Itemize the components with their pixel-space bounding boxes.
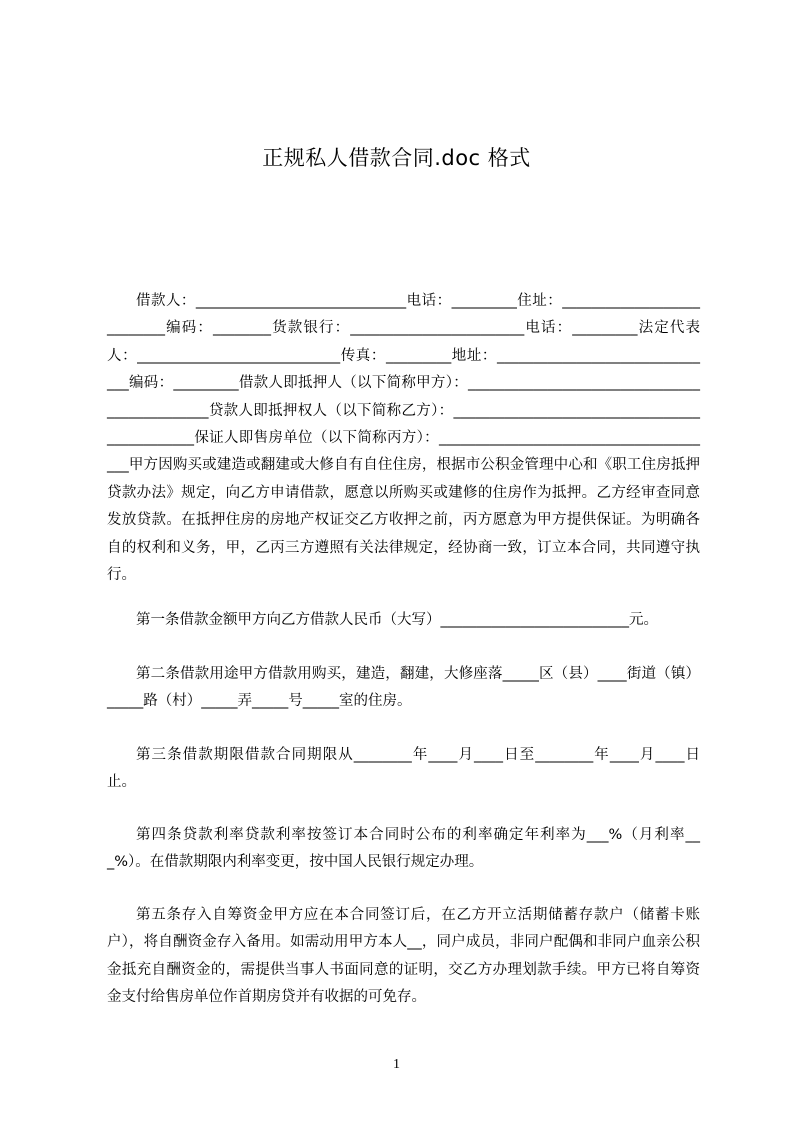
article-1-text: 第一条借款金额甲方向乙方借款人民币（大写）__________________________元。 (136, 612, 658, 628)
article-5-text: 第五条存入自筹资金甲方应在本合同签订后，在乙方开立活期储蓄存款户（储蓄卡账户），将自酬资金存入备用。如需动用甲方本人__，同户成员，非同户配偶和非同户血亲公积金抵充自酬资金的，需提供当事人书面同意的证明，交乙方办理划款手续。甲方已将自筹资金支付给售房单位作首期房贷并有收据的可免存。 (107, 907, 700, 1006)
article-3-text: 第三条借款期限借款合同期限从________年____月____日至________年____月____日止。 (107, 747, 700, 791)
intro-text: 借款人：_____________________________电话：_________住址：___________________________编码：________货款银行：________________________电话：_________法定代表人：____________________________传真：_________地址：_______________________________编码：_________借款人即抵押人（以下简称甲方）：______________________________________________贷款人即抵押权人（以下简称乙方）：______________________________________________保证人即售房单位（以下简称丙方）：_______________________________________甲方因购买或建造或翻建或大修自有自住住房，根据市公积金管理中心和《职工住房抵押贷款办法》规定，向乙方申请借款，愿意以所购买或建修的住房作为抵押。乙方经审查同意发放贷款。在抵押住房的房地产权证交乙方收押之前，丙方愿意为甲方提供保证。为明确各自的权利和义务，甲，乙丙三方遵照有关法律规定，经协商一致，订立本合同，共同遵守执行。 (107, 293, 700, 584)
paragraph-article-5 (107, 902, 700, 1012)
paragraph-article-2 (107, 661, 700, 716)
paragraph-article-3 (107, 742, 700, 797)
paragraph-article-1 (107, 607, 700, 634)
page-number: 1 (393, 1057, 400, 1072)
article-4-text: 第四条贷款利率贷款利率按签订本合同时公布的利率确定年利率为___%（月利率___%）。在借款期限内利率变更，按中国人民银行规定办理。 (107, 827, 700, 871)
paragraph-article-4 (107, 822, 700, 877)
article-2-text: 第二条借款用途甲方借款用购买，建造，翻建，大修座落_____区（县）____街道（镇）_____路（村）_____弄_____号_____室的住房。 (107, 666, 700, 710)
document-title: 正规私人借款合同.doc 格式 (262, 146, 531, 170)
paragraph-intro (107, 288, 700, 589)
